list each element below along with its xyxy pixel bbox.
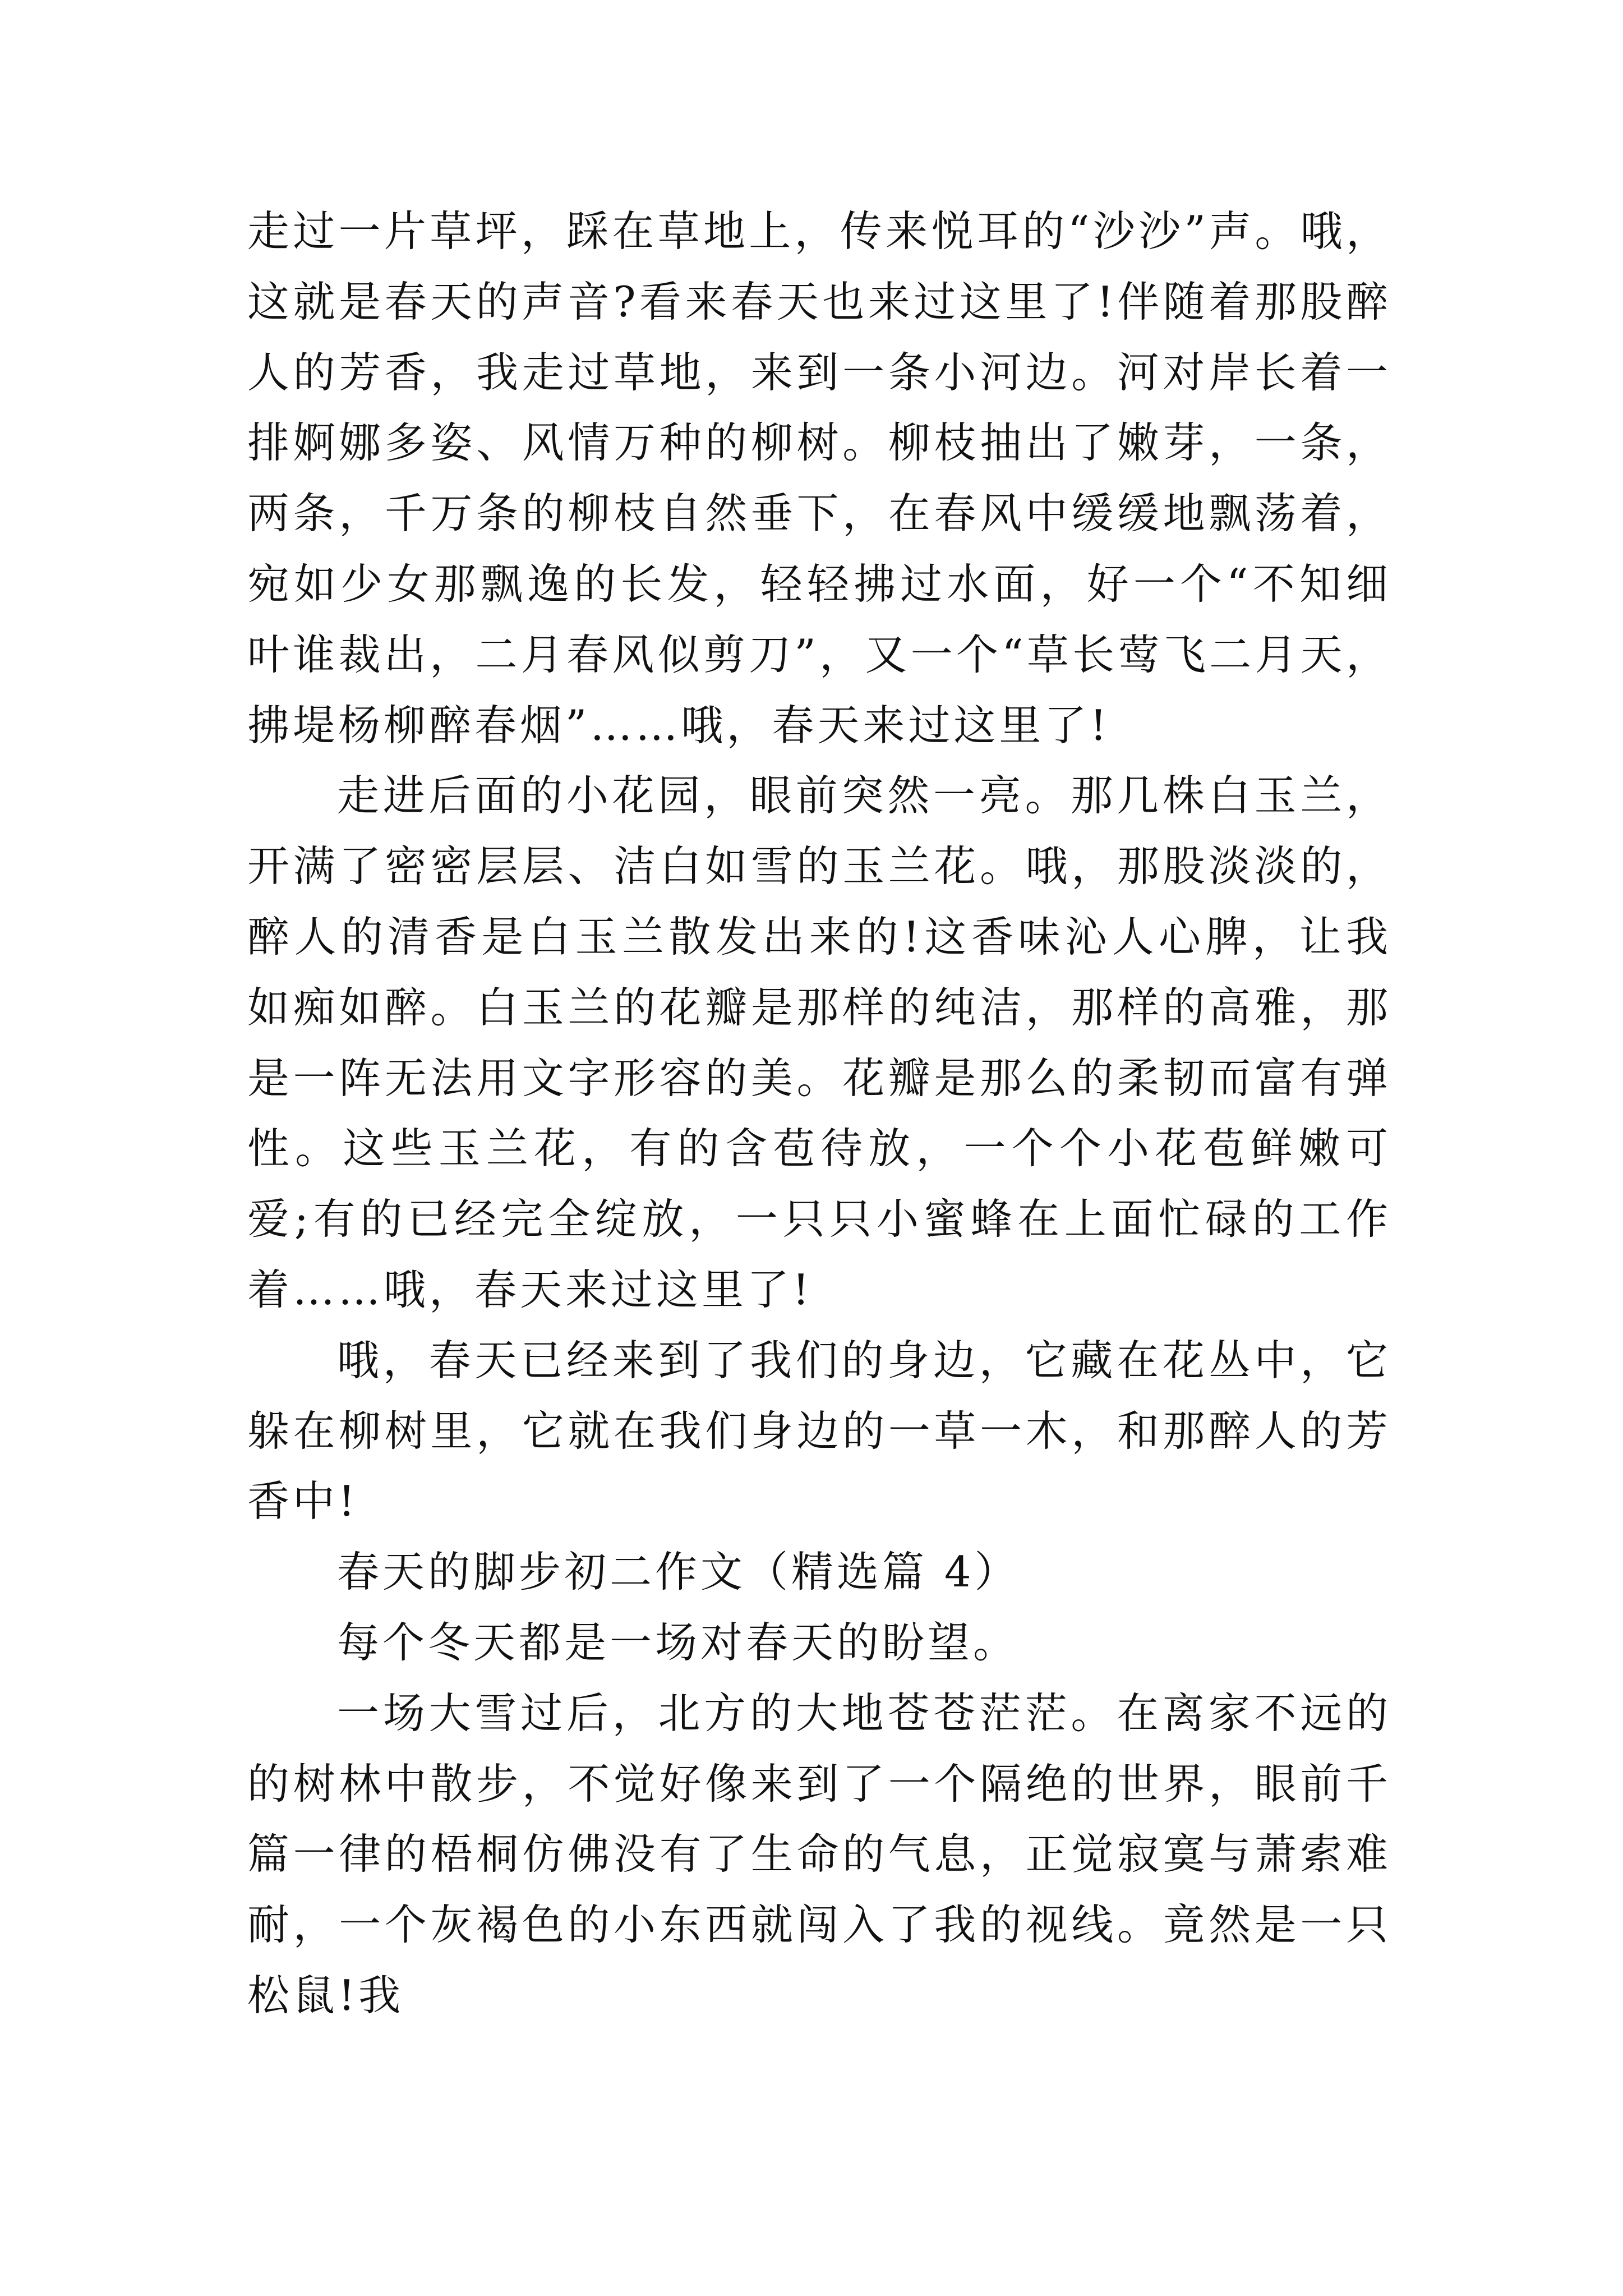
paragraph-snow-squirrel: 一场大雪过后，北方的大地苍苍茫茫。在离家不远的的树林中散步，不觉好像来到了一个隔绝的世界，眼前千篇一律的梧桐仿佛没有了生命的气息，正觉寂寞与萧索难耐，一个灰褐色的小东西就闯入了我的视线。竟然是一只松鼠!我 <box>247 1688 1391 2020</box>
section-title: 春天的脚步初二作文（精选篇 4） <box>337 1547 1020 1597</box>
paragraph-grass-river: 走过一片草坪，踩在草地上，传来悦耳的“沙沙”声。哦，这就是春天的声音?看来春天也来过这里了!伴随着那股醉人的芳香，我走过草地，来到一条小河边。河对岸长着一排婀娜多姿、风情万种的柳树。柳枝抽出了嫩芽，一条，两条，千万条的柳枝自然垂下，在春风中缓缓地飘荡着，宛如少女那飘逸的长发，轻轻拂过水面，好一个“不知细叶谁裁出，二月春风似剪刀”，又一个“草长莺飞二月天，拂堤杨柳醉春烟”……哦，春天来过这里了! <box>247 206 1391 750</box>
document-body <box>247 196 1391 2031</box>
paragraph-spring-arrived: 哦，春天已经来到了我们的身边，它藏在花丛中，它躲在柳树里，它就在我们身边的一草一木，和那醉人的芳香中! <box>247 1335 1391 1526</box>
paragraph-magnolia-garden: 走进后面的小花园，眼前突然一亮。那几株白玉兰，开满了密密层层、洁白如雪的玉兰花。哦，那股淡淡的，醉人的清香是白玉兰散发出来的!这香味沁人心脾，让我如痴如醉。白玉兰的花瓣是那样的纯洁，那样的高雅，那是一阵无法用文字形容的美。花瓣是那么的柔韧而富有弹性。这些玉兰花，有的含苞待放，一个个小花苞鲜嫩可爱;有的已经完全绽放，一只只小蜜蜂在上面忙碌的工作着……哦，春天来过这里了! <box>247 771 1391 1314</box>
paragraph-winter-hope: 每个冬天都是一场对春天的盼望。 <box>337 1617 1019 1667</box>
